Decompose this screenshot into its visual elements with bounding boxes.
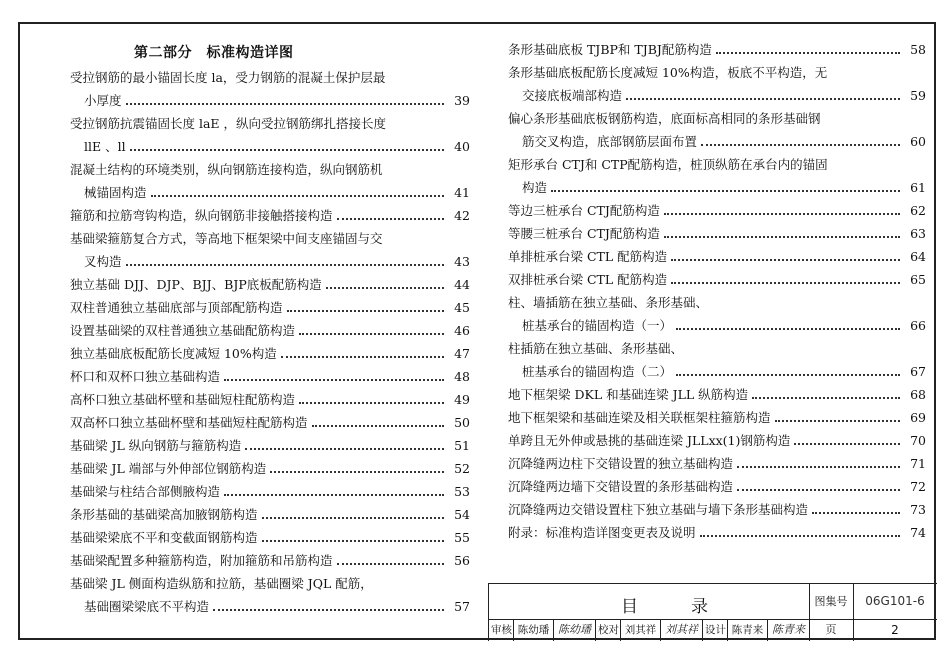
- toc-entry-title-line2: llE 、ll: [84, 139, 126, 154]
- toc-entry-title: 条形基础底板 TJBP和 TJBJ配筋构造: [508, 42, 712, 57]
- review-name: 陈幼璠: [514, 619, 554, 641]
- toc-entry-title-line1: 基础梁箍筋复合方式，等高地下框架梁中间支座锚固与交: [70, 231, 383, 246]
- toc-page-number: 41: [454, 185, 470, 200]
- check-label: 校对: [596, 619, 621, 641]
- toc-page-number: 59: [910, 88, 926, 103]
- dot-leader: [262, 540, 444, 542]
- dot-leader: [664, 236, 900, 238]
- toc-entry[interactable]: [508, 268, 926, 291]
- toc-entry-title-line2: 交接底板端部构造: [522, 88, 623, 103]
- toc-page-number: 42: [454, 208, 470, 223]
- dot-leader: [281, 356, 444, 358]
- toc-page-number: 45: [454, 300, 470, 315]
- toc-entry[interactable]: [508, 222, 926, 245]
- toc-entry-title-line2: 基础圈梁梁底不平构造: [84, 599, 210, 614]
- toc-entry[interactable]: [70, 526, 470, 549]
- design-label: 设计: [703, 619, 728, 641]
- toc-page-number: 48: [454, 369, 470, 384]
- toc-page-number: 72: [910, 479, 926, 494]
- dot-leader: [671, 282, 900, 284]
- toc-page-number: 47: [454, 346, 470, 361]
- toc-page-number: 43: [454, 254, 470, 269]
- dot-leader: [626, 98, 900, 100]
- design-name: 陈青来: [728, 619, 768, 641]
- toc-entry-title-line2: 械锚固构造: [84, 185, 147, 200]
- toc-page-number: 55: [454, 530, 470, 545]
- dot-leader: [224, 379, 444, 381]
- toc-entry-title: 双高杯口独立基础杯壁和基础短柱配筋构造: [70, 415, 308, 430]
- toc-entry-title: 附录：标准构造详图变更表及说明: [508, 525, 696, 540]
- toc-page-number: 54: [454, 507, 470, 522]
- toc-entry[interactable]: [508, 291, 926, 337]
- toc-page-number: 40: [454, 139, 470, 154]
- toc-entry-title-line1: 柱、墙插筋在独立基础、条形基础、: [508, 295, 709, 310]
- drawing-frame: [18, 22, 936, 640]
- toc-entry[interactable]: [70, 273, 470, 296]
- toc-entry-title-line2: 筋交叉构造，底部钢筋层面布置: [522, 134, 698, 149]
- dot-leader: [752, 397, 900, 399]
- toc-entry-title-line1: 柱插筋在独立基础、条形基础、: [508, 341, 684, 356]
- dot-leader: [737, 489, 900, 491]
- dot-leader: [775, 420, 900, 422]
- dot-leader: [700, 535, 900, 537]
- toc-entry[interactable]: [508, 153, 926, 199]
- title-block-title: 目 录: [621, 597, 726, 617]
- dot-leader: [676, 328, 900, 330]
- toc-entry-title: 基础梁 JL 纵向钢筋与箍筋构造: [70, 438, 242, 453]
- dot-leader: [312, 425, 444, 427]
- dot-leader: [737, 466, 900, 468]
- page-label: 页: [809, 619, 854, 641]
- dot-leader: [337, 563, 444, 565]
- toc-page-number: 68: [910, 387, 926, 402]
- toc-entry-title: 双排桩承台梁 CTL 配筋构造: [508, 272, 668, 287]
- toc-entry[interactable]: [70, 66, 470, 112]
- toc-page-number: 39: [454, 93, 470, 108]
- toc-page-number: 49: [454, 392, 470, 407]
- toc-page-number: 57: [454, 599, 470, 614]
- dot-leader: [151, 195, 444, 197]
- toc-entry-title: 独立基础底板配筋长度减短 10%构造: [70, 346, 277, 361]
- toc-entry[interactable]: [70, 296, 470, 319]
- dot-leader: [299, 402, 444, 404]
- toc-entry-title: 单排桩承台梁 CTL 配筋构造: [508, 249, 668, 264]
- dot-leader: [126, 264, 444, 266]
- toc-entry-title-line2: 桩基承台的锚固构造（二）: [522, 364, 673, 379]
- toc-entry[interactable]: [70, 434, 470, 457]
- toc-entry-title-line1: 偏心条形基础底板钢筋构造，底面标高相同的条形基础钢: [508, 111, 821, 126]
- toc-entry[interactable]: [508, 475, 926, 498]
- title-block: [488, 583, 937, 641]
- toc-entry-title: 设置基础梁的双柱普通独立基础配筋构造: [70, 323, 296, 338]
- toc-entry-title: 基础梁与柱结合部侧腋构造: [70, 484, 221, 499]
- toc-entry-title: 双柱普通独立基础底部与顶部配筋构造: [70, 300, 283, 315]
- toc-entry[interactable]: [508, 61, 926, 107]
- toc-entry-title: 沉降缝两边柱下交错设置的独立基础构造: [508, 456, 734, 471]
- toc-entry-title: 单跨且无外伸或悬挑的基础连梁 JLLxx(1)钢筋构造: [508, 433, 791, 448]
- page-value: 2: [891, 623, 899, 637]
- toc-entry-title: 基础梁配置多种箍筋构造，附加箍筋和吊筋构造: [70, 553, 333, 568]
- toc-entry[interactable]: [508, 498, 926, 521]
- toc-entry[interactable]: [508, 406, 926, 429]
- dot-leader: [676, 374, 900, 376]
- toc-entry[interactable]: [508, 107, 926, 153]
- dot-leader: [716, 52, 900, 54]
- toc-page-number: 74: [910, 525, 926, 540]
- toc-entry[interactable]: [508, 521, 926, 544]
- toc-entry[interactable]: [508, 199, 926, 222]
- dot-leader: [287, 310, 444, 312]
- toc-page-number: 70: [910, 433, 926, 448]
- dot-leader: [270, 471, 444, 473]
- dot-leader: [812, 512, 900, 514]
- toc-entry-title: 等腰三桩承台 CTJ配筋构造: [508, 226, 660, 241]
- toc-entry[interactable]: [70, 227, 470, 273]
- toc-entry[interactable]: [508, 337, 926, 383]
- toc-entry[interactable]: [70, 204, 470, 227]
- toc-page-number: 44: [454, 277, 470, 292]
- dot-leader: [337, 218, 444, 220]
- toc-entry-title: 高杯口独立基础杯壁和基础短柱配筋构造: [70, 392, 296, 407]
- toc-page-number: 52: [454, 461, 470, 476]
- dot-leader: [794, 443, 900, 445]
- dot-leader: [213, 609, 444, 611]
- review-label: 审核: [489, 619, 514, 641]
- toc-page-number: 64: [910, 249, 926, 264]
- toc-page-number: 67: [910, 364, 926, 379]
- toc-page-number: 51: [454, 438, 470, 453]
- toc-page-number: 53: [454, 484, 470, 499]
- toc-entry[interactable]: [508, 429, 926, 452]
- toc-entry[interactable]: [70, 503, 470, 526]
- toc-entry-title: 地下框架梁 DKL 和基础连梁 JLL 纵筋构造: [508, 387, 749, 402]
- toc-entry[interactable]: [508, 383, 926, 406]
- toc-entry[interactable]: [70, 319, 470, 342]
- toc-entry-title: 等边三桩承台 CTJ配筋构造: [508, 203, 660, 218]
- toc-entry-title: 基础梁梁底不平和变截面钢筋构造: [70, 530, 258, 545]
- toc-entry-title-line2: 桩基承台的锚固构造（一）: [522, 318, 673, 333]
- toc-entry[interactable]: [70, 365, 470, 388]
- toc-entry[interactable]: [70, 112, 470, 158]
- dot-leader: [245, 448, 444, 450]
- toc-entry-title: 独立基础 DJJ、DJP、BJJ、BJP底板配筋构造: [70, 277, 322, 292]
- dot-leader: [224, 494, 444, 496]
- toc-page-number: 56: [454, 553, 470, 568]
- check-name: 刘其祥: [621, 619, 661, 641]
- toc-entry[interactable]: [70, 411, 470, 434]
- check-signature: 刘其祥: [661, 619, 703, 641]
- toc-page-number: 66: [910, 318, 926, 333]
- toc-entry-title-line1: 混凝土结构的环境类别，纵向钢筋连接构造，纵向钢筋机: [70, 162, 383, 177]
- review-signature: 陈幼璠: [554, 619, 596, 641]
- toc-entry[interactable]: [70, 158, 470, 204]
- toc-entry-title-line1: 受拉钢筋抗震锚固长度 laE ，纵向受拉钢筋绑扎搭接长度: [70, 116, 387, 131]
- toc-entry[interactable]: [70, 388, 470, 411]
- toc-entry[interactable]: [508, 245, 926, 268]
- toc-entry-title-line2: 小厚度: [84, 93, 122, 108]
- toc-entry[interactable]: [508, 452, 926, 475]
- design-signature: 陈青来: [772, 623, 806, 636]
- toc-entry-title-line2: 叉构造: [84, 254, 122, 269]
- toc-entry[interactable]: [70, 572, 470, 618]
- toc-entry[interactable]: [70, 480, 470, 503]
- dot-leader: [701, 144, 900, 146]
- toc-page-number: 60: [910, 134, 926, 149]
- toc-page-number: 71: [910, 456, 926, 471]
- toc-entry[interactable]: [70, 342, 470, 365]
- dot-leader: [126, 103, 444, 105]
- toc-page-number: 63: [910, 226, 926, 241]
- toc-entry-title: 条形基础的基础梁高加腋钢筋构造: [70, 507, 258, 522]
- toc-entry[interactable]: [70, 457, 470, 480]
- toc-page-number: 69: [910, 410, 926, 425]
- dot-leader: [262, 517, 444, 519]
- toc-entry-title: 基础梁 JL 端部与外伸部位钢筋构造: [70, 461, 267, 476]
- dot-leader: [130, 149, 444, 151]
- toc-entry-title: 地下框架梁和基础连梁及相关联框架柱箍筋构造: [508, 410, 771, 425]
- toc-page-number: 46: [454, 323, 470, 338]
- dot-leader: [299, 333, 444, 335]
- toc-entry[interactable]: [508, 38, 926, 61]
- toc-page-number: 65: [910, 272, 926, 287]
- dot-leader: [671, 259, 900, 261]
- toc-entry-title-line1: 基础梁 JL 侧面构造纵筋和拉筋，基础圈梁 JQL 配筋，: [70, 576, 373, 591]
- toc-entry[interactable]: [70, 549, 470, 572]
- toc-entry-title: 杯口和双杯口独立基础构造: [70, 369, 221, 384]
- toc-page-number: 50: [454, 415, 470, 430]
- dot-leader: [664, 213, 900, 215]
- atlas-number-label: 图集号: [809, 584, 854, 620]
- section-heading: 第二部分 标准构造详图: [134, 45, 294, 61]
- toc-page-number: 62: [910, 203, 926, 218]
- toc-entry-title-line1: 矩形承台 CTJ和 CTP配筋构造，桩顶纵筋在承台内的锚固: [508, 157, 828, 172]
- toc-entry-title-line2: 构造: [522, 180, 548, 195]
- toc-entry-title: 箍筋和拉筋弯钩构造，纵向钢筋非接触搭接构造: [70, 208, 333, 223]
- toc-page-number: 58: [910, 42, 926, 57]
- toc-entry-title-line1: 受拉钢筋的最小锚固长度 la，受力钢筋的混凝土保护层最: [70, 70, 386, 85]
- toc-entry-title-line1: 条形基础底板配筋长度减短 10%构造，板底不平构造，无: [508, 65, 828, 80]
- dot-leader: [326, 287, 444, 289]
- title-block-title-cell: [489, 584, 810, 620]
- atlas-number-value: 06G101-6: [853, 584, 937, 620]
- signature-row: [489, 619, 810, 641]
- dot-leader: [551, 190, 900, 192]
- toc-page-number: 73: [910, 502, 926, 517]
- toc-entry-title: 沉降缝两边墙下交错设置的条形基础构造: [508, 479, 734, 494]
- toc-page-number: 61: [910, 180, 926, 195]
- toc-entry-title: 沉降缝两边交错设置柱下独立基础与墙下条形基础构造: [508, 502, 809, 517]
